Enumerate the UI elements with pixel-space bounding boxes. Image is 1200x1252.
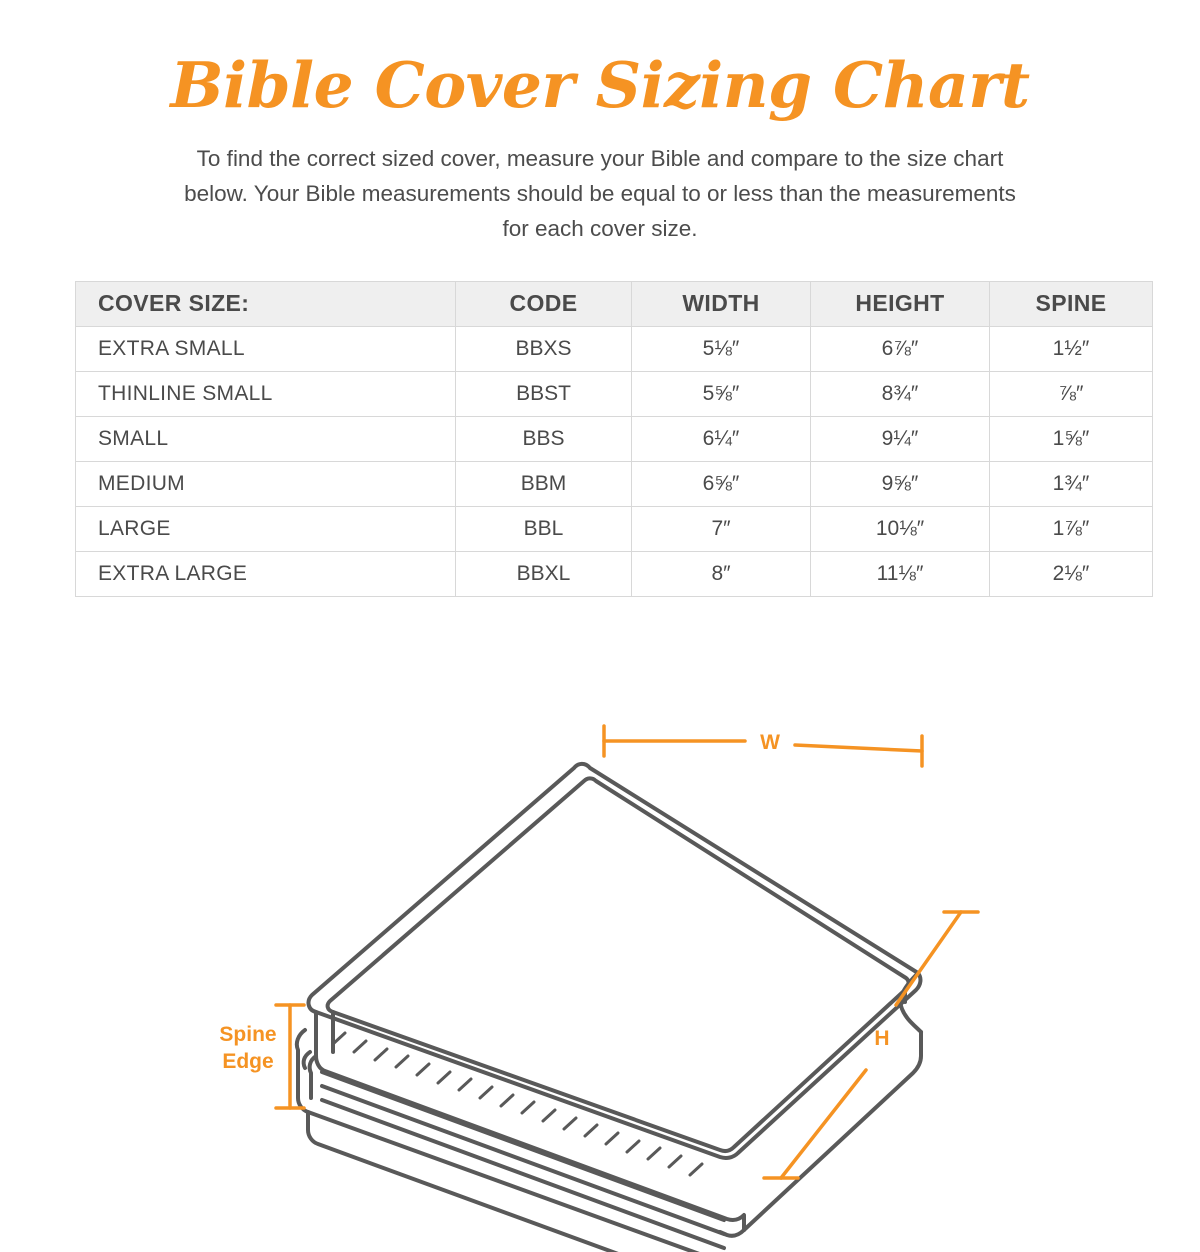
cell-cover-size: THINLINE SMALL <box>76 371 456 416</box>
cell-cover-size: LARGE <box>76 506 456 551</box>
table-header <box>76 281 1153 326</box>
cell-code: BBXL <box>456 551 632 596</box>
size-chart-container <box>75 281 1125 597</box>
cell-width: 6¼″ <box>632 416 811 461</box>
column-header-cover-size: COVER SIZE: <box>76 281 456 326</box>
width-label: W <box>760 731 780 754</box>
table-body <box>76 326 1153 596</box>
cell-height: 9⅝″ <box>811 461 990 506</box>
cell-spine: ⅞″ <box>990 371 1153 416</box>
column-header-height: HEIGHT <box>811 281 990 326</box>
table-header-row <box>76 281 1153 326</box>
cell-cover-size: SMALL <box>76 416 456 461</box>
height-dimension <box>764 912 978 1178</box>
cell-cover-size: EXTRA SMALL <box>76 326 456 371</box>
cell-height: 8¾″ <box>811 371 990 416</box>
cell-height: 10⅛″ <box>811 506 990 551</box>
cell-spine: 1½″ <box>990 326 1153 371</box>
cell-width: 6⅝″ <box>632 461 811 506</box>
spine-label-line2: Edge <box>222 1050 274 1073</box>
cell-width: 8″ <box>632 551 811 596</box>
page-title: Bible Cover Sizing Chart <box>170 48 1030 122</box>
height-label: H <box>874 1027 890 1050</box>
cell-spine: 1⅞″ <box>990 506 1153 551</box>
spine-label-line1: Spine <box>219 1023 277 1046</box>
cell-spine: 2⅛″ <box>990 551 1153 596</box>
table-row <box>76 416 1153 461</box>
table-row <box>76 371 1153 416</box>
column-header-spine: SPINE <box>990 281 1153 326</box>
cell-code: BBM <box>456 461 632 506</box>
table-row <box>76 551 1153 596</box>
table-row <box>76 461 1153 506</box>
cell-spine: 1⅝″ <box>990 416 1153 461</box>
cell-code: BBL <box>456 506 632 551</box>
cell-code: BBS <box>456 416 632 461</box>
table-row <box>76 506 1153 551</box>
cell-cover-size: MEDIUM <box>76 461 456 506</box>
cell-width: 5⅝″ <box>632 371 811 416</box>
cell-code: BBST <box>456 371 632 416</box>
bible-illustration <box>0 700 1200 1252</box>
cell-code: BBXS <box>456 326 632 371</box>
cell-width: 5⅛″ <box>632 326 811 371</box>
cell-height: 6⅞″ <box>811 326 990 371</box>
cell-cover-size: EXTRA LARGE <box>76 551 456 596</box>
table-row <box>76 326 1153 371</box>
page-subtitle: To find the correct sized cover, measure your Bible and compare to the size chart below. Your Bible measurements should be equal to or less than the measurements for each cover size. <box>184 146 1016 241</box>
cell-width: 7″ <box>632 506 811 551</box>
size-chart-table <box>75 281 1153 597</box>
column-header-width: WIDTH <box>632 281 811 326</box>
cell-spine: 1¾″ <box>990 461 1153 506</box>
cell-height: 9¼″ <box>811 416 990 461</box>
cell-height: 11⅛″ <box>811 551 990 596</box>
column-header-code: CODE <box>456 281 632 326</box>
